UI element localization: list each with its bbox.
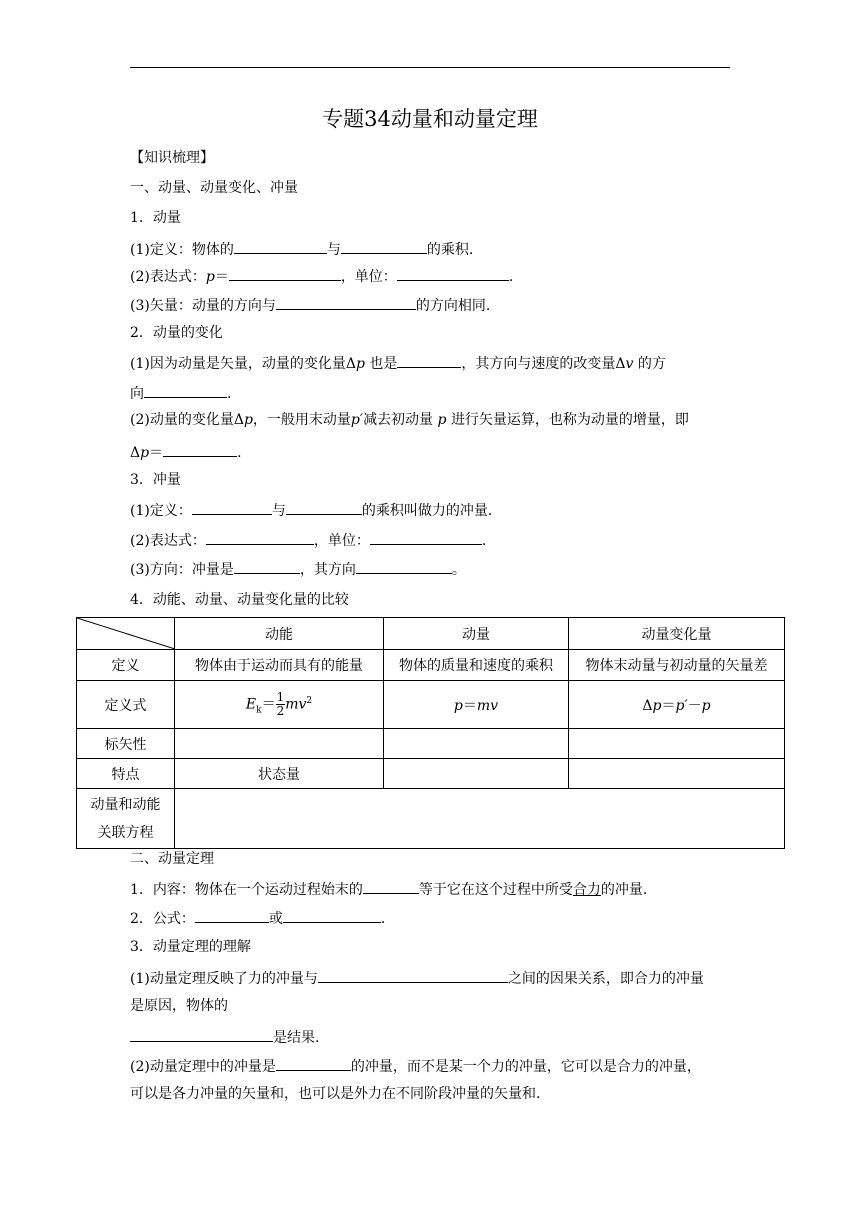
momentum-change-line-3: (2)动量的变化量Δp，一般用末动量p′减去初动量 p 进行矢量运算，也称为动量的增量，即 <box>130 412 689 428</box>
diagonal-header-cell <box>77 618 175 650</box>
answer-cell[interactable] <box>175 789 785 849</box>
section-heading-1: 一、动量、动量变化、冲量 <box>130 180 298 196</box>
cell-definition-ek: 物体由于运动而具有的能量 <box>175 650 384 681</box>
row-label-formula: 定义式 <box>77 681 175 729</box>
row-label-feature: 特点 <box>77 759 175 789</box>
comparison-heading: 4．动能、动量、动量变化量的比较 <box>130 592 349 608</box>
momentum-change-line-1: (1)因为动量是矢量，动量的变化量Δp 也是 ，其方向与速度的改变量Δv 的方 <box>130 352 666 374</box>
table-header-row <box>77 618 785 650</box>
answer-blank[interactable] <box>206 529 314 545</box>
answer-cell[interactable] <box>384 729 569 759</box>
cell-formula-ek: $E_k=$ $\frac{1}{2}$ $mv^2$ <box>175 681 384 729</box>
theorem-understanding-heading: 3．动量定理的理解 <box>130 939 251 955</box>
table-row <box>77 681 785 729</box>
table-row <box>77 789 785 849</box>
answer-cell[interactable] <box>569 759 785 789</box>
momentum-expression: (2)表达式：p＝ ，单位： . <box>130 265 513 287</box>
cell-formula-dp: Δp＝p′－p <box>569 681 785 729</box>
momentum-vector: (3)矢量：动量的方向与 的方向相同. <box>130 294 490 316</box>
answer-blank[interactable] <box>130 1026 273 1042</box>
answer-blank[interactable] <box>276 1055 351 1071</box>
row-label-relation: 动量和动能 关联方程 <box>77 789 175 849</box>
header-kinetic-energy: 动能 <box>175 618 384 650</box>
momentum-definition: (1)定义：物体的 与 的乘积. <box>130 238 473 260</box>
theorem-understanding-1b: 是原因，物体的 <box>130 998 228 1014</box>
answer-blank[interactable] <box>356 558 452 574</box>
answer-blank[interactable] <box>234 238 327 254</box>
section-tag: 【知识梳理】 <box>130 150 214 166</box>
theorem-formula: 2．公式： 或 . <box>130 907 385 929</box>
comparison-table <box>76 617 785 849</box>
theorem-understanding-2b: 可以是各力冲量的矢量和，也可以是外力在不同阶段冲量的矢量和. <box>130 1086 541 1102</box>
answer-blank[interactable] <box>229 265 341 281</box>
momentum-change-line-4: Δp＝ . <box>130 441 242 463</box>
table-row <box>77 759 785 789</box>
momentum-change-heading: 2．动量的变化 <box>130 325 223 341</box>
answer-blank[interactable] <box>192 499 272 515</box>
cell-definition-dp: 物体末动量与初动量的矢量差 <box>569 650 785 681</box>
header-momentum: 动量 <box>384 618 569 650</box>
table-row <box>77 650 785 681</box>
answer-blank[interactable] <box>144 382 227 398</box>
answer-blank[interactable] <box>276 294 416 310</box>
cell-definition-p: 物体的质量和速度的乘积 <box>384 650 569 681</box>
answer-blank[interactable] <box>370 529 482 545</box>
answer-blank[interactable] <box>283 907 381 923</box>
momentum-heading: 1．动量 <box>130 210 181 226</box>
theorem-understanding-1c: 是结果. <box>130 1026 319 1048</box>
impulse-definition: (1)定义： 与 的乘积叫做力的冲量. <box>130 499 492 521</box>
answer-cell[interactable] <box>175 729 384 759</box>
row-label-vector: 标矢性 <box>77 729 175 759</box>
answer-blank[interactable] <box>397 265 509 281</box>
impulse-heading: 3．冲量 <box>130 472 181 488</box>
answer-blank[interactable] <box>341 238 427 254</box>
theorem-understanding-1a: (1)动量定理反映了力的冲量与 之间的因果关系，即合力的冲量 <box>130 967 704 989</box>
answer-blank[interactable] <box>397 352 461 368</box>
momentum-change-line-2: 向 . <box>130 382 231 404</box>
answer-blank[interactable] <box>163 441 237 457</box>
answer-cell[interactable] <box>384 759 569 789</box>
impulse-expression: (2)表达式： ，单位： . <box>130 529 486 551</box>
theorem-content: 1．内容：物体在一个运动过程始末的 等于它在这个过程中所受合力的冲量. <box>130 878 647 900</box>
answer-blank[interactable] <box>234 558 300 574</box>
table-row <box>77 729 785 759</box>
section-heading-2: 二、动量定理 <box>130 851 214 867</box>
answer-cell[interactable] <box>569 729 785 759</box>
answer-blank[interactable] <box>195 907 269 923</box>
answer-blank[interactable] <box>318 967 508 983</box>
row-label-definition: 定义 <box>77 650 175 681</box>
theorem-understanding-2a: (2)动量定理中的冲量是 的冲量，而不是某一个力的冲量，它可以是合力的冲量， <box>130 1055 701 1077</box>
header-momentum-change: 动量变化量 <box>569 618 785 650</box>
cell-feature-ek: 状态量 <box>175 759 384 789</box>
impulse-direction: (3)方向：冲量是 ，其方向 。 <box>130 558 466 580</box>
header-rule <box>130 67 730 68</box>
page-title: 专题34动量和动量定理 <box>322 107 538 131</box>
cell-formula-p: p＝mv <box>384 681 569 729</box>
diagonal-line <box>77 618 175 649</box>
answer-blank[interactable] <box>286 499 362 515</box>
answer-blank[interactable] <box>363 878 419 894</box>
